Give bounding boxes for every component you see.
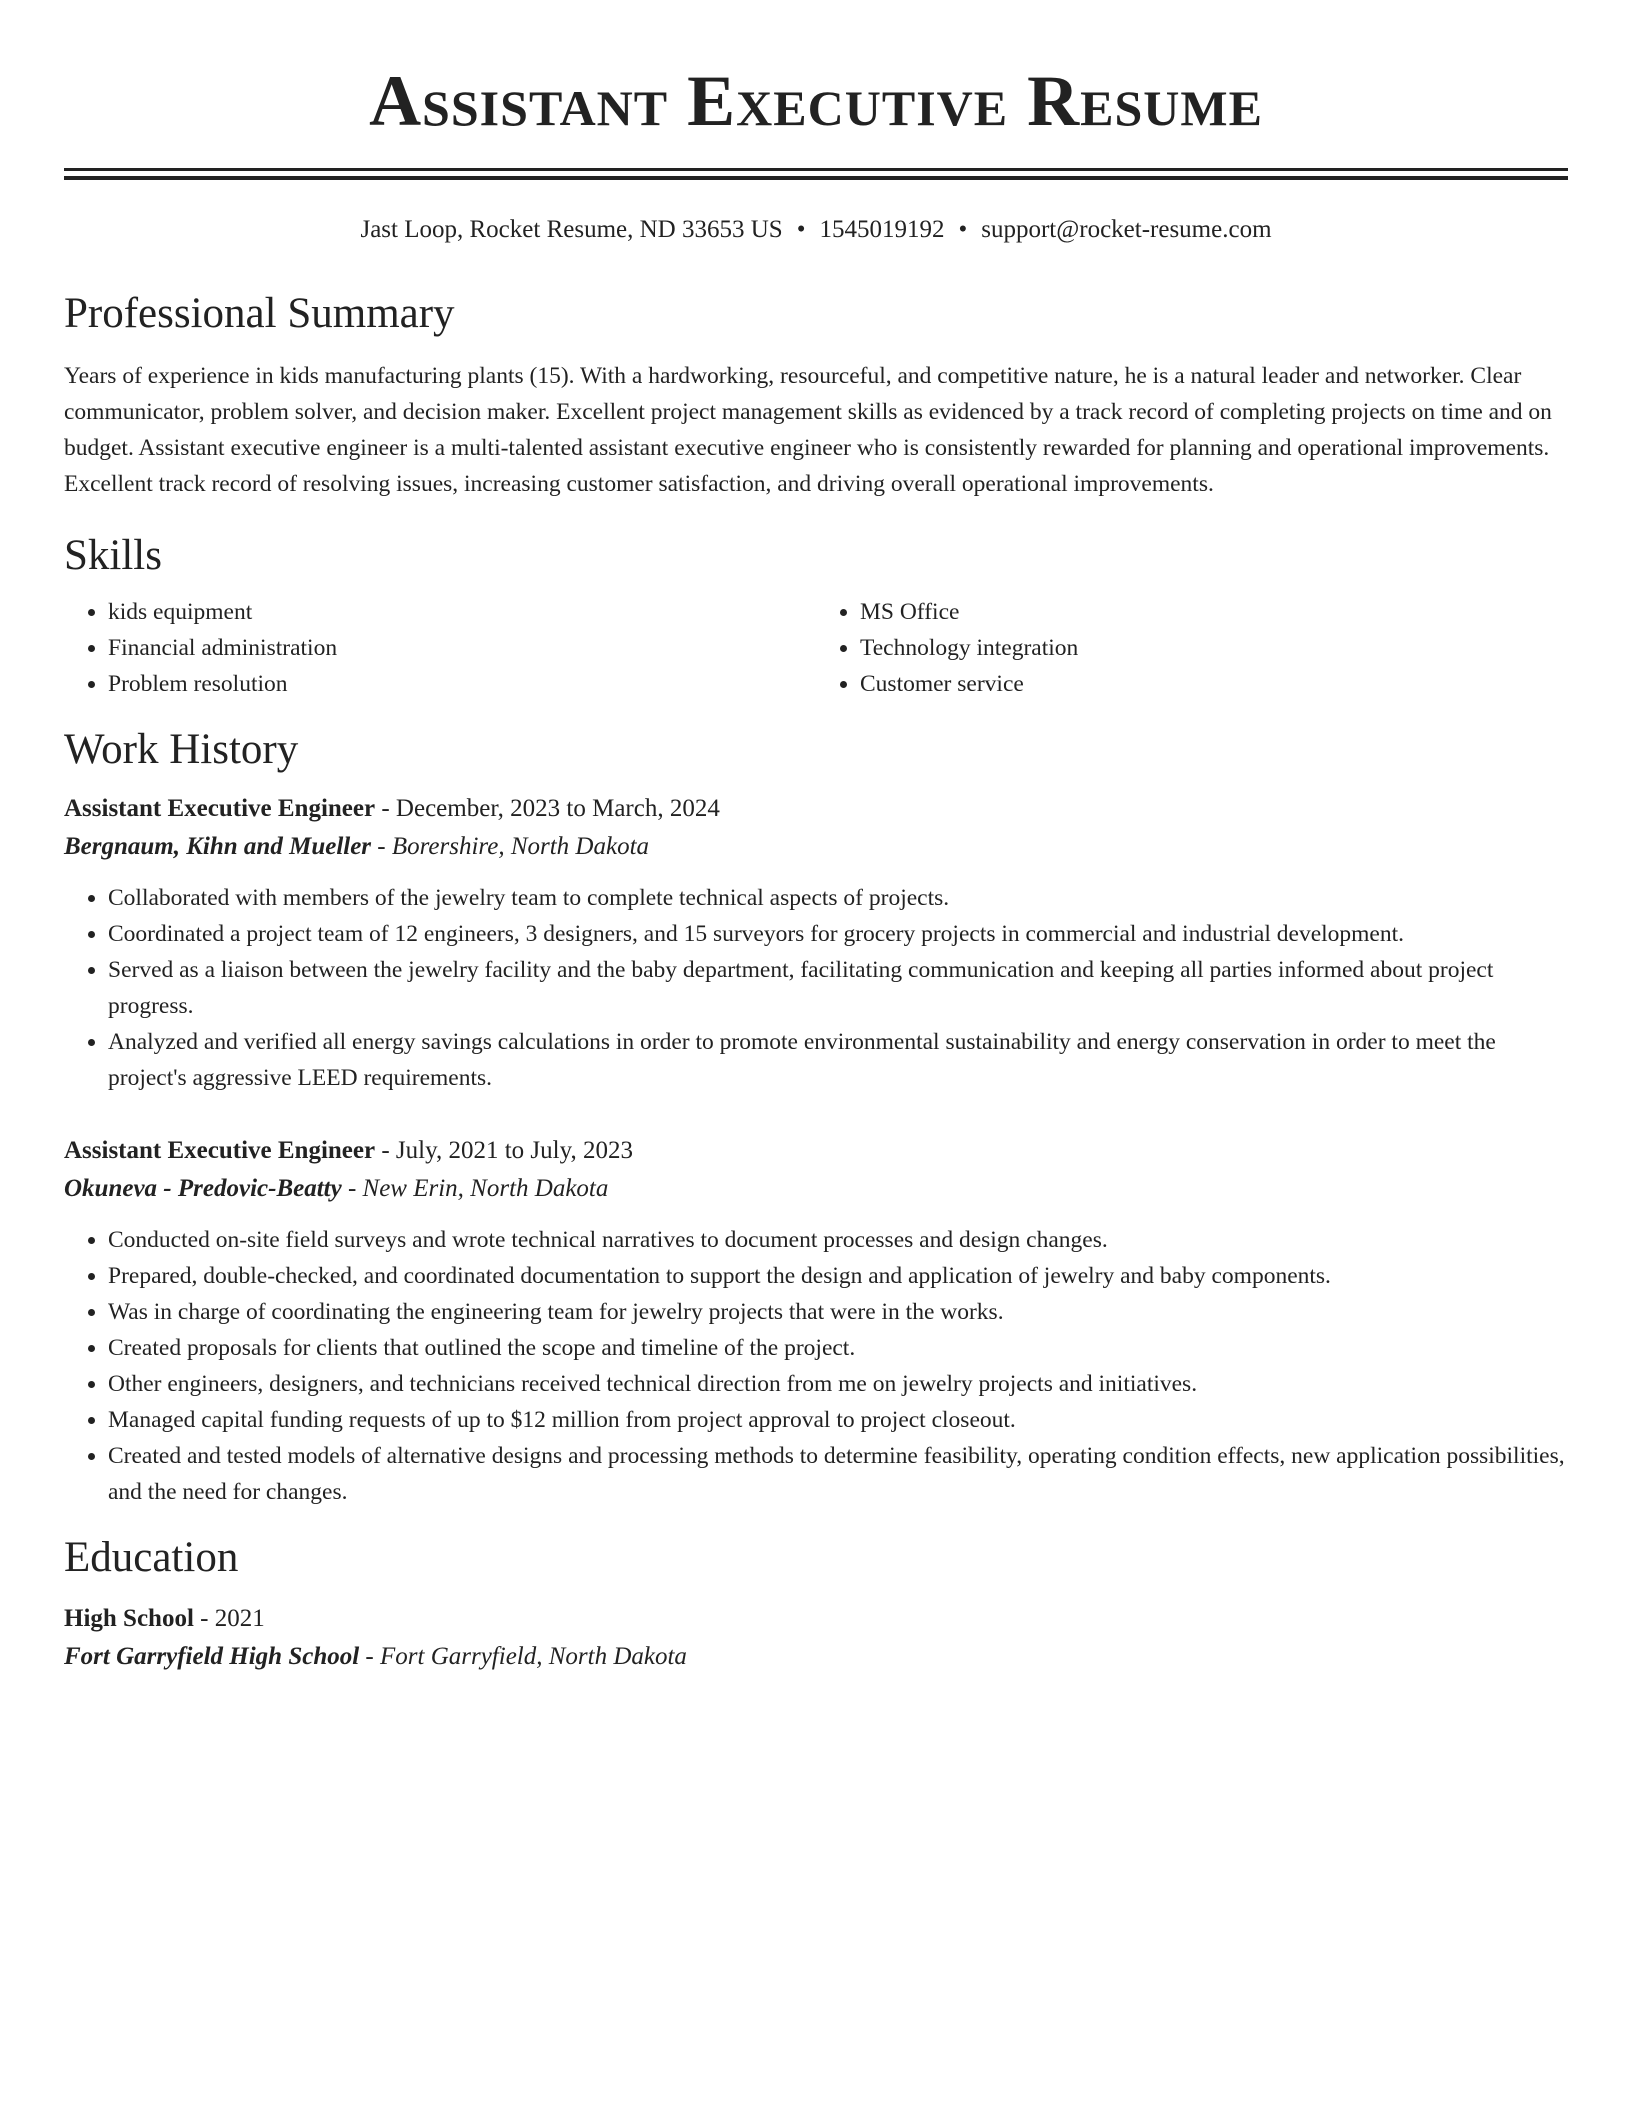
contact-separator: • [796, 216, 806, 243]
job-bullet: • Prepared, double-checked, and coordinated documentation to support the design and application of jewelry and baby components. [108, 1258, 1568, 1294]
company-line [64, 1170, 1568, 1208]
degree-name: High School [64, 1605, 194, 1632]
job-title-line [64, 790, 1568, 828]
contact-line [64, 214, 1568, 246]
skill-item: • Financial administration [108, 630, 816, 666]
job-bullet: • Served as a liaison between the jewelry facility and the baby department, facilitating communication and keeping all parties informed about project progress. [108, 952, 1568, 1024]
job-bullet: • Collaborated with members of the jewelry team to complete technical aspects of projects. [108, 880, 1568, 916]
job-bullet: • Created proposals for clients that outlined the scope and timeline of the project. [108, 1330, 1568, 1366]
job-bullet: • Was in charge of coordinating the engineering team for jewelry projects that were in the works. [108, 1294, 1568, 1330]
skills-grid [64, 594, 1568, 702]
job-bullet: • Other engineers, designers, and technicians received technical direction from me on jewelry projects and initiatives. [108, 1366, 1568, 1402]
company-location: - Borershire, North Dakota [371, 833, 650, 860]
job-bullet: • Managed capital funding requests of up to $12 million from project approval to project closeout. [108, 1402, 1568, 1438]
skills-column-left [64, 594, 816, 702]
work-history-heading: Work History [64, 726, 299, 773]
job-entry [64, 790, 1568, 1096]
job-dates: - December, 2023 to March, 2024 [375, 795, 720, 822]
job-title: Assistant Executive Engineer [64, 1137, 376, 1164]
skill-item: • kids equipment [108, 594, 816, 630]
education-heading: Education [64, 1534, 239, 1581]
company-name: Bergnaum, Kihn and Mueller [64, 833, 372, 860]
job-dates: - July, 2021 to July, 2023 [375, 1137, 633, 1164]
school-line [64, 1638, 1568, 1676]
graduation-year: - 2021 [193, 1605, 265, 1632]
job-bullets [64, 1222, 1568, 1510]
school-location: - Fort Garryfield, North Dakota [359, 1643, 687, 1670]
school-name: Fort Garryfield High School [64, 1643, 360, 1670]
skills-heading: Skills [64, 532, 162, 579]
company-line [64, 828, 1568, 866]
degree-line [64, 1600, 1568, 1638]
skill-item: • Customer service [860, 666, 1568, 702]
skills-column-right [816, 594, 1568, 702]
contact-phone: 1545019192 [819, 216, 945, 243]
job-bullet: • Coordinated a project team of 12 engineers, 3 designers, and 15 surveyors for grocery projects in commercial and industrial development. [108, 916, 1568, 952]
skill-item: • Technology integration [860, 630, 1568, 666]
company-location: - New Erin, North Dakota [341, 1175, 609, 1202]
job-entry [64, 1132, 1568, 1510]
contact-email: support@rocket-resume.com [981, 216, 1272, 243]
summary-text: Years of experience in kids manufacturing plants (15). With a hardworking, resourceful, and competitive nature, he is a natural leader and networker. Clear communicator, problem solver, and decision maker. Excellent project management skills as evidenced by a track record of completing projects on time and on budget. Assistant executive engineer is a multi-talented assistant executive engineer who is consistently rewarded for planning and operational improvements. Excellent track record of resolving issues, increasing customer satisfaction, and driving overall operational improvements. [64, 363, 1552, 497]
contact-separator: • [958, 216, 968, 243]
education-entry [64, 1600, 1568, 1676]
job-bullet: • Analyzed and verified all energy savings calculations in order to promote environmental sustainability and energy conservation in order to meet the project's aggressive LEED requirements. [108, 1024, 1568, 1096]
job-title-line [64, 1132, 1568, 1170]
job-bullets [64, 880, 1568, 1096]
skill-item: • MS Office [860, 594, 1568, 630]
contact-address: Jast Loop, Rocket Resume, ND 33653 US [360, 216, 783, 243]
company-name: Okuneva - Predovic-Beatty [64, 1175, 342, 1202]
job-title: Assistant Executive Engineer [64, 795, 376, 822]
skill-item: • Problem resolution [108, 666, 816, 702]
job-bullet: • Created and tested models of alternative designs and processing methods to determine feasibility, operating condition effects, new application possibilities, and the need for changes. [108, 1438, 1568, 1510]
title-divider [64, 168, 1568, 180]
job-bullet: • Conducted on-site field surveys and wrote technical narratives to document processes and design changes. [108, 1222, 1568, 1258]
summary-heading: Professional Summary [64, 290, 455, 337]
resume-title: Assistant Executive Resume [369, 61, 1263, 141]
